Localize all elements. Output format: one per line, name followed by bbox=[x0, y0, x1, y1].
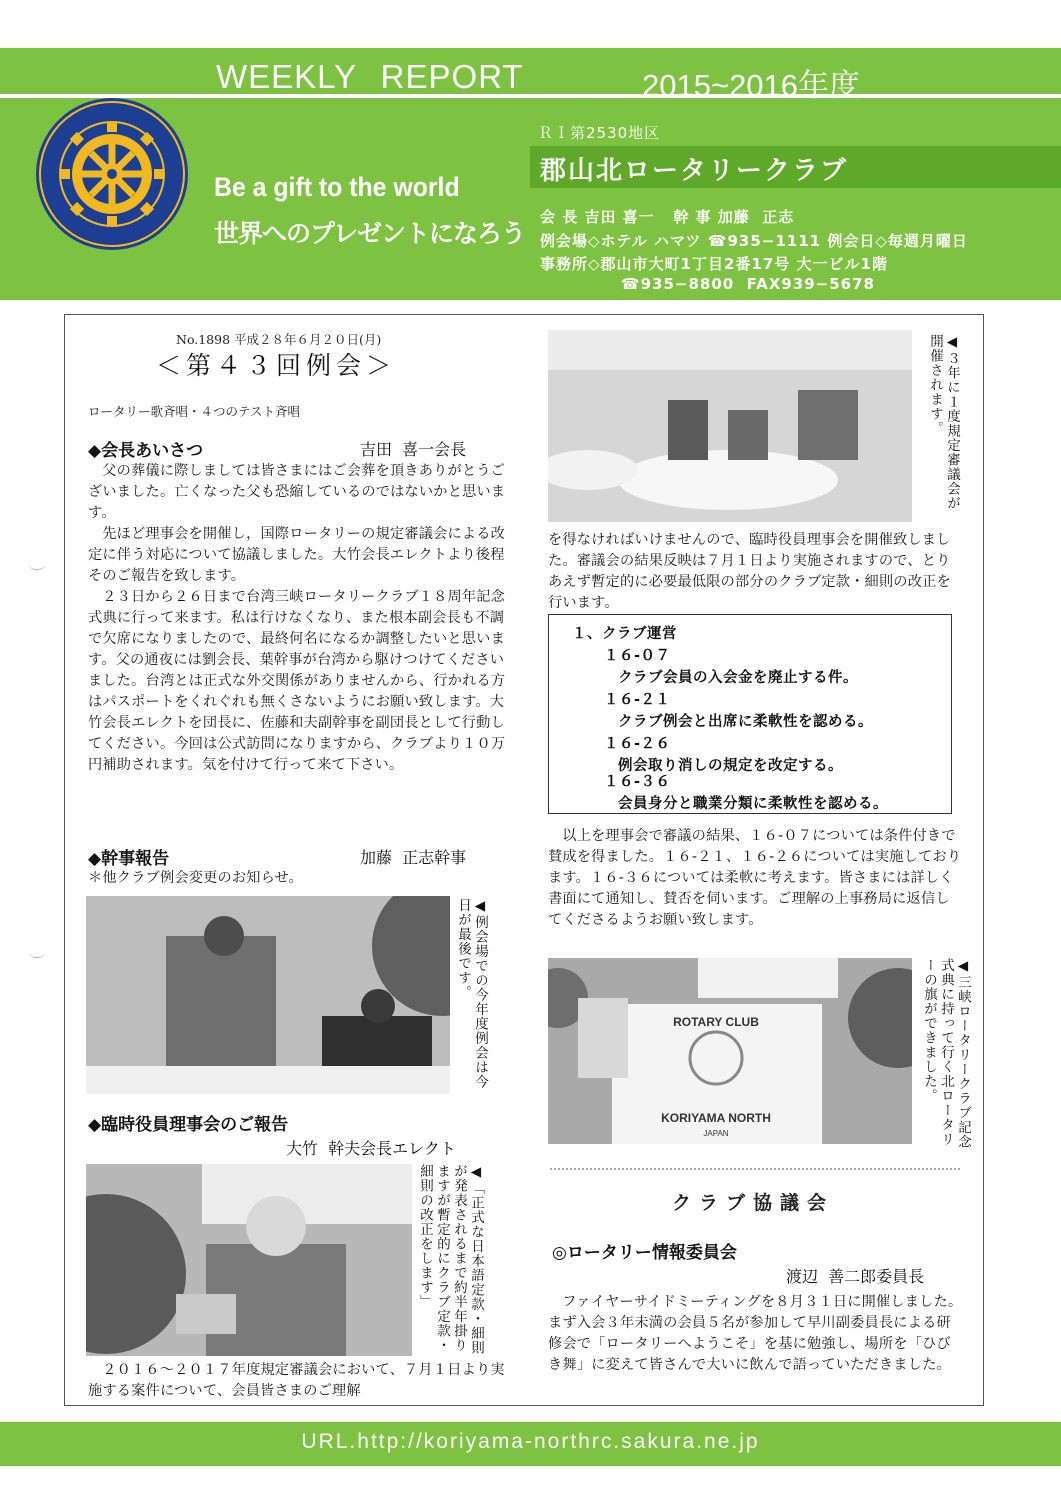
rule-code: １６-０７ bbox=[604, 648, 671, 664]
rule-desc: クラブ会員の入会金を廃止する件。 bbox=[618, 670, 858, 686]
secretary-speaker: 加藤 正志幹事 bbox=[360, 848, 467, 867]
photo-caption-council: ◀３年に１度規定審議会が開催されます。 bbox=[927, 334, 960, 511]
president-speaker: 吉田 喜一会長 bbox=[360, 440, 467, 459]
footer-url[interactable]: URL.http://koriyama-northrc.sakura.ne.jp bbox=[301, 1430, 760, 1453]
slogan-japanese: 世界へのプレゼントになろう bbox=[214, 219, 526, 248]
secretary-heading: ◆幹事報告 bbox=[88, 849, 170, 869]
board-text-right: を得なければいけませんので、臨時役員理事会を開催致しました。審議会の結果反映は７月１日より実施されますので、とりあえず暫定的に必要最低限の部分のクラブ定款・細則の改正を行います。 bbox=[548, 532, 951, 611]
flag-text-name: KORIYAMA NORTH bbox=[661, 1111, 771, 1125]
rule-desc: クラブ例会と出席に柔軟性を認める。 bbox=[618, 714, 873, 730]
meeting-title: ＜第４３回例会＞ bbox=[156, 351, 397, 380]
council-title: クラブ協議会 bbox=[671, 1192, 834, 1214]
board-paragraph: ２０１６～２０１７年度規定審議会において、７月１日より実施する案件について、会員皆さまのご理解 bbox=[88, 1362, 505, 1399]
president-paragraph: 先ほど理事会を開催し，国際ロータリーの規定審議会による改定に伴う対応について協議しました。大竹会長エレクトより後程そのご報告を致します。 bbox=[88, 526, 506, 584]
board-heading: ◆臨時役員理事会のご報告 bbox=[88, 1115, 289, 1135]
rule-code: １６-２６ bbox=[604, 736, 671, 752]
council-paragraph: ファイヤーサイドミーティングを８月３１日に開催しました。まず入会３年未満の会員５名が参加して早川副委員長による研修会で「ロータリーへようこそ」を基に勉強し、場所を「ひびき舞」に変えて皆さんで大いに飲んで語っていただきました。 bbox=[548, 1294, 963, 1373]
rule-desc: 会員身分と職業分類に柔軟性を認める。 bbox=[618, 796, 888, 812]
slogan-english: Be a gift to the world bbox=[214, 172, 460, 202]
conclusion-text bbox=[548, 826, 964, 931]
president-paragraph: 父の葬儀に際しましては皆さまにはご会葬を頂きありがとうございました。亡くなった父も恐縮しているのではないかと思います。 bbox=[88, 463, 506, 521]
rotary-logo-icon bbox=[34, 96, 190, 252]
flag-text-country: JAPAN bbox=[703, 1129, 729, 1138]
conclusion-paragraph: 以上を理事会で審議の結果、１６-０７については条件付きで賛成を得ました。１６-２１、１６-２６については実施しております。１６-３６については柔軟に考えます。皆さまには詳しく書面にて通知し、賛否を伺います。ご理解の上事務局に返信してくださるようお願い致します。 bbox=[548, 828, 962, 928]
issue-line: No.1898 平成２８年６月２０日(月) bbox=[176, 332, 382, 347]
secretary-note: ＊他クラブ例会変更のお知らせ。 bbox=[88, 870, 303, 886]
office-line: 事務所◇郡山市大町1丁目2番17号 大一ビル1階 bbox=[540, 255, 888, 273]
photo-caption-flag: ◀三峡ロータリークラブ記念式典に持って行く北ロータリーの旗ができました。 bbox=[921, 958, 971, 1149]
photo-caption-last-meeting: ◀例会場での今年度例会は今日が最後です。 bbox=[455, 898, 488, 1089]
flag-text-top: ROTARY CLUB bbox=[673, 1015, 759, 1029]
rule-code: １６-２１ bbox=[604, 692, 671, 708]
council-text bbox=[548, 1292, 964, 1376]
opening-ceremony: ロータリー歌斉唱・４つのテスト斉唱 bbox=[88, 404, 301, 419]
council-room-photo-image bbox=[548, 330, 912, 522]
rules-section: １、クラブ運営 bbox=[572, 626, 677, 642]
photo-meeting-speaker bbox=[86, 896, 450, 1094]
venue-line: 例会場◇ホテル ハマツ ☎935−1111 例会日◇毎週月曜日 bbox=[540, 232, 968, 250]
board-text-left bbox=[88, 1360, 506, 1402]
board-speaker: 大竹 幹夫会長エレクト bbox=[286, 1139, 456, 1158]
council-heading: ◎ロータリー情報委員会 bbox=[552, 1243, 737, 1263]
rule-desc: 例会取り消しの規定を改定する。 bbox=[618, 758, 843, 774]
margin-mark bbox=[28, 562, 46, 570]
photo-council-room bbox=[548, 330, 912, 522]
report-title: WEEKLY REPORT bbox=[216, 58, 524, 95]
club-name: 郡山北ロータリークラブ bbox=[540, 156, 849, 186]
club-flag-photo-image bbox=[548, 958, 912, 1144]
president-heading: ◆会長あいさつ bbox=[88, 441, 204, 461]
margin-mark bbox=[28, 950, 46, 958]
rule-code: １６-３６ bbox=[604, 774, 671, 790]
photo-caption-bylaws: ◀「正式な日本語定款・細則が発表されるまで約半年掛りますが暫定的にクラブ定款・細則の改正をします」 bbox=[417, 1164, 484, 1355]
report-year: 2015~2016年度 bbox=[642, 68, 861, 103]
president-speech bbox=[88, 461, 506, 776]
president-paragraph: ２３日から２６日まで台湾三峡ロータリークラブ１８周年記念式典に行って来ます。私は行けなくなり、また根本副会長も不調で欠席になりましたので、最終何名になるか調整したいと思います。父の通夜には劉会長、葉幹事が台湾から駆けつけてくださいました。台湾とは正式な外交関係がありませんから、行かれる方はパスポートをくれぐれも無くさないようにお願い致します。大竹会長エレクトを団長に、佐藤和夫副幹事を副団長として行動してください。今回は公式訪問になりますから、クラブより１０万円補助されます。気を付けて行って来て下さい。 bbox=[88, 589, 506, 773]
council-speaker: 渡辺 善二郎委員長 bbox=[786, 1267, 925, 1286]
contact-line: ☎935−8800 FAX939−5678 bbox=[540, 275, 875, 293]
header-title-band bbox=[0, 58, 1061, 98]
district-label: ＲＩ第2530地区 bbox=[538, 124, 661, 142]
speaker-photo-image bbox=[86, 896, 450, 1094]
section-divider bbox=[550, 1168, 960, 1170]
photo-club-flag bbox=[548, 958, 912, 1144]
president-elect-photo-image bbox=[86, 1164, 412, 1356]
officers-line: 会 長 吉田 喜一 幹 事 加藤 正志 bbox=[540, 208, 795, 226]
photo-president-elect bbox=[86, 1164, 412, 1356]
